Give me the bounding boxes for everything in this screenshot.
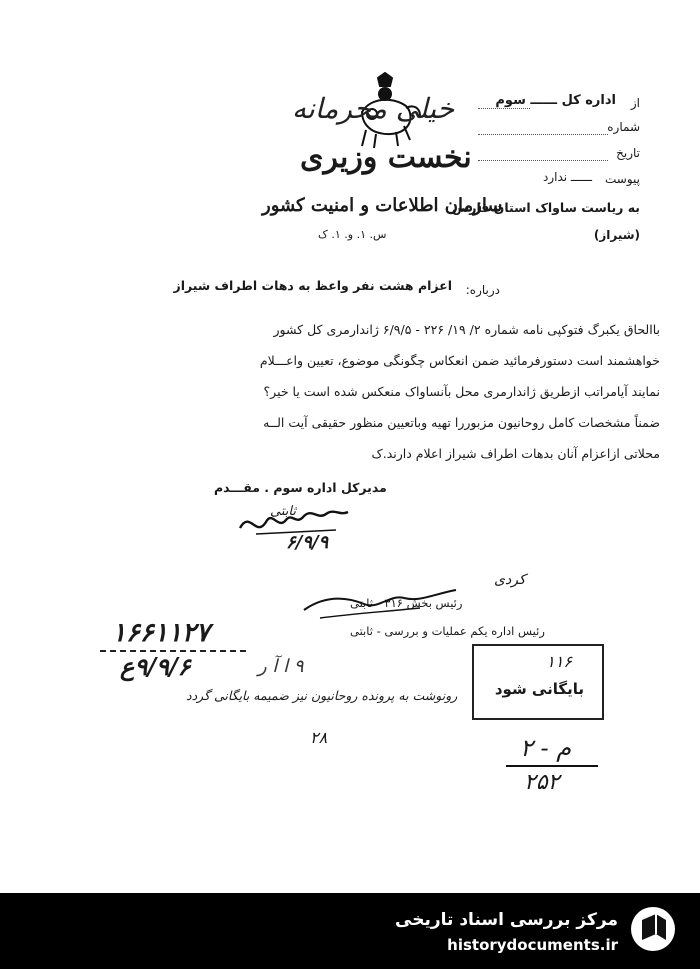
signature-initials: ثابتی	[270, 504, 296, 519]
date-label: تاریخ	[616, 146, 640, 160]
middle-note: ۹ ا آ ر	[258, 656, 304, 677]
file-code-divider	[506, 765, 598, 767]
recipient-city: (شیراز)	[593, 228, 640, 242]
body-line-4: ضمناً مشخصات کامل روحانیون مزبوررا تهیه وباتعیین منظور حقیقی آیت الــه	[263, 415, 660, 430]
archive-org-name: مرکز بررسی اسناد تاریخی	[395, 910, 618, 930]
registration-number: ۱۶۶۱۱۲۷	[112, 618, 210, 648]
routing-hand-note: کردی	[494, 572, 526, 588]
archive-footer-band	[0, 893, 700, 969]
file-code-top: ۲ - م	[520, 734, 572, 762]
registration-date: ۹/۹/۶ع	[120, 652, 191, 681]
reference-code: س. ۱. و. ۱. ک	[318, 228, 387, 241]
body-line-1: باالحاق یکبرگ فتوکپی نامه شماره ۲/ ۱۹/ ۲۲۶ - ۶/۹/۵ ژاندارمری کل کشور	[273, 322, 660, 337]
attachment-value: ــــــ ندارد	[542, 170, 592, 184]
number-label: شماره	[607, 120, 640, 134]
body-line-2: خواهشمند است دستورفرمائید ضمن انعکاس چگونگی موضوع، تعیین واعـــلام	[259, 353, 660, 368]
recipient-line: به ریاست ساواک استان فارس	[452, 200, 640, 215]
number-dotted-line	[478, 134, 608, 135]
signature-date: ۶/۹/۹	[286, 532, 329, 553]
office-title: نخست وزیری	[300, 140, 472, 175]
archive-stamp-box	[472, 644, 604, 720]
attachment-label: پیوست	[605, 172, 640, 186]
file-code-bottom: ۲۵۲	[524, 770, 560, 795]
archive-book-icon	[628, 904, 678, 954]
routing-scribble-icon	[300, 584, 463, 624]
routing-chief-line: رئیس بخش ۳۱۶ - ثابتی	[350, 596, 463, 610]
subject-text: اعزام هشت نفر واعظ به دهات اطراف شیراز	[173, 278, 452, 293]
from-dotted-line	[478, 108, 530, 109]
signatory-title: مدیرکل اداره سوم . مقـــدم	[214, 480, 387, 495]
archive-site-url: historydocuments.ir	[447, 936, 618, 954]
copy-to-file-note: رونوشت به پرونده روحانیون نیز ضمیمه بایگانی گردد	[186, 688, 458, 703]
body-line-3: نمایند آیامراتب ازطریق ژاندارمری محل بآنساواک منعکس شده است یا خیر؟	[263, 384, 660, 399]
archive-stamp-text: بایگانی شود	[494, 680, 584, 698]
subject-label: درباره:	[465, 283, 500, 297]
date-dotted-line	[478, 160, 608, 161]
from-label: از	[630, 96, 640, 110]
small-handwritten-mark: ۲۸	[310, 728, 328, 747]
organization-title: سازمان اطلاعات و امنیت کشور	[262, 195, 503, 216]
routing-dept-line: رئیس اداره یکم عملیات و بررسی - ثابتی	[350, 624, 545, 638]
secret-classification-handwriting: خیلی محرمانه	[292, 92, 455, 125]
body-line-5: محلاتی ازاعزام آنان بدهات اطراف شیراز اعلام دارند.ک	[371, 446, 660, 461]
from-value: اداره کل ــــــ سوم	[495, 93, 616, 108]
archive-stamp-number: ۱۱۶	[546, 652, 572, 671]
